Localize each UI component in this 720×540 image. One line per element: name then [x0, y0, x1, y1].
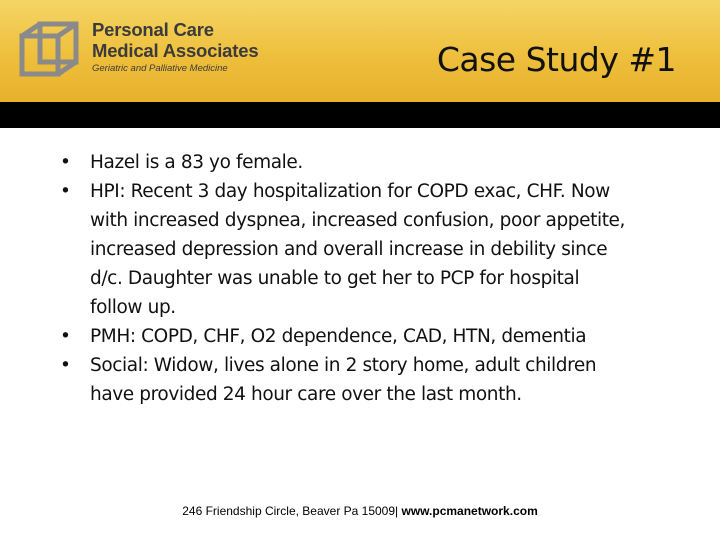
header-divider-band: [0, 102, 720, 128]
bullet-marker: •: [60, 152, 71, 173]
bullet-item-social: [60, 351, 700, 409]
bullet-line: follow up.: [90, 297, 176, 318]
logo-text: [92, 19, 258, 75]
bullet-line: have provided 24 hour care over the last month.: [90, 384, 522, 405]
bullet-line: d/c. Daughter was unable to get her to PCP for hospital: [90, 268, 580, 289]
footer-address: 246 Friendship Circle, Beaver Pa 15009|: [182, 504, 399, 518]
logo-tagline: Geriatric and Palliative Medicine: [92, 63, 228, 74]
logo-line-2: Medical Associates: [92, 40, 259, 61]
bullet-marker: •: [60, 355, 71, 376]
bullet-line: Hazel is a 83 yo female.: [90, 152, 303, 173]
bullet-marker: •: [60, 181, 71, 202]
bullet-line: increased depression and overall increase in debility since: [90, 239, 608, 260]
open-cube-icon: [18, 20, 80, 78]
slide-footer: [0, 503, 720, 519]
footer-website-link[interactable]: www.pcmanetwork.com: [401, 504, 538, 518]
logo-line-1: Personal Care: [92, 19, 214, 40]
bullet-line: PMH: COPD, CHF, O2 dependence, CAD, HTN, dementia: [90, 326, 587, 347]
bullet-item-age: [60, 148, 700, 177]
slide-title: Case Study #1: [436, 40, 676, 79]
bullet-line: with increased dyspnea, increased confusion, poor appetite,: [90, 210, 626, 231]
bullet-list: [60, 148, 700, 409]
bullet-marker: •: [60, 326, 71, 347]
bullet-line: HPI: Recent 3 day hospitalization for COPD exac, CHF. Now: [90, 181, 610, 202]
bullet-item-hpi: [60, 177, 700, 322]
bullet-item-pmh: [60, 322, 700, 351]
bullet-line: Social: Widow, lives alone in 2 story home, adult children: [90, 355, 597, 376]
slide-header: [0, 0, 720, 102]
